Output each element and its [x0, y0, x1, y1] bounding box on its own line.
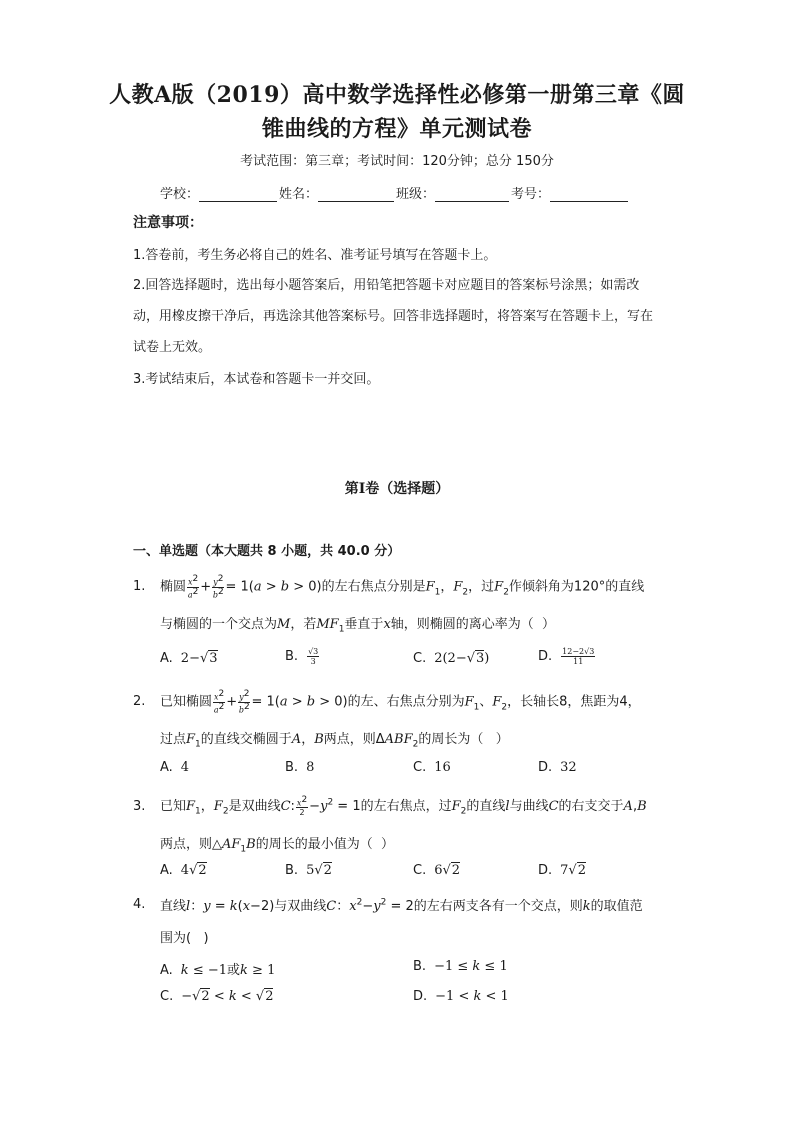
option-d[interactable]: D. $\frac{12-2√3}{11}$ [538, 647, 595, 666]
question-text-line: 直线l：y = k(x−2)与双曲线C：$x^2-y^2 = 2$的左右两支各有一个交点，则k的取值范 [160, 897, 643, 914]
name-label: 姓名： [279, 187, 319, 202]
option-c[interactable]: C. 16 [413, 760, 451, 775]
class-label: 班级： [396, 187, 436, 202]
option-d[interactable]: D. −1 < k < 1 [413, 989, 509, 1004]
question-number: 1. [133, 579, 146, 594]
school-label: 学校： [160, 187, 200, 202]
notice-item-3: 3.考试结束后，本试卷和答题卡一并交回。 [133, 372, 380, 387]
question-text-line: 过点$F_1$的直线交椭圆于A，B两点，则$\Delta ABF_2$的周长为（ ） [160, 732, 509, 750]
exam-subtitle: 考试范围：第三章；考试时间：120分钟；总分 150分 [240, 154, 554, 169]
option-b[interactable]: B. −1 ≤ k ≤ 1 [413, 959, 508, 974]
id-blank[interactable] [550, 187, 628, 202]
question-text-line: 围为( ) [160, 931, 209, 946]
question-text-line: 两点，则$\triangle AF_1B$的周长的最小值为（ ） [160, 837, 394, 855]
class-blank[interactable] [435, 187, 509, 202]
option-b[interactable]: B. 8 [285, 760, 315, 775]
option-d[interactable]: D. 32 [538, 760, 577, 775]
option-d[interactable]: D. 7√2 [538, 863, 586, 878]
option-c[interactable]: C. 6√2 [413, 863, 461, 878]
notice-item-2: 2.回答选择题时，选出每小题答案后，用铅笔把答题卡对应题目的答案标号涂黑；如需改动，用橡皮擦干净后，再选涂其他答案标号。回答非选择题时，将答案写在答题卡上，写在试卷上无效。 [133, 278, 654, 355]
part-heading: 一、单选题（本大题共 8 小题，共 40.0 分） [133, 544, 401, 559]
question-text-line: 已知椭圆 $\frac{x^2}{a^2}$ + $\frac{y^2}{b^2}$ = 1(a > b > 0)的左、右焦点分别为$F_1$、$F_2$，长轴长8，焦距为4， [160, 689, 641, 715]
option-c[interactable]: C. −√2 < k < √2 [160, 989, 274, 1004]
question-number: 4. [133, 897, 146, 912]
option-b[interactable]: B. $\frac{√3}{3}$ [285, 647, 319, 666]
school-blank[interactable] [199, 187, 277, 202]
option-b[interactable]: B. 5√2 [285, 863, 332, 878]
option-a[interactable]: A. k ≤ −1或k ≥ 1 [160, 963, 276, 978]
question-number: 2. [133, 694, 146, 709]
name-blank[interactable] [318, 187, 394, 202]
question-text-line: 已知$F_1$，$F_2$是双曲线C: $\frac{x^2}{2}$ $-y^2 = 1$的左右焦点，过$F_2$的直线l与曲线C的右支交于A,B [160, 794, 647, 818]
question-text-line: 与椭圆的一个交点为M，若$MF_1$垂直于x轴，则椭圆的离心率为（ ） [160, 617, 556, 635]
section-title: 第I卷（选择题） [344, 481, 450, 497]
option-a[interactable]: A. 4√2 [160, 863, 207, 878]
id-label: 考号： [511, 187, 551, 202]
option-c[interactable]: C. 2(2−√3) [413, 651, 490, 666]
notice-heading: 注意事项： [133, 215, 203, 231]
student-info-fields [160, 183, 630, 202]
question-number: 3. [133, 799, 146, 814]
option-a[interactable]: A. 2−√3 [160, 651, 218, 666]
question-text-line: 椭圆 $\frac{x^2}{a^2}$ + $\frac{y^2}{b^2}$ = 1(a > b > 0)的左右焦点分别是$F_1$，$F_2$，过$F_2$作倾斜角为120°的直线 [160, 574, 645, 600]
notice-item-1: 1.答卷前，考生务必将自己的姓名、准考证号填写在答题卡上。 [133, 248, 497, 263]
option-a[interactable]: A. 4 [160, 760, 190, 775]
exam-title-line1: 人教A版（2019）高中数学选择性必修第一册第三章《圆 [109, 82, 685, 108]
exam-title-line2: 锥曲线的方程》单元测试卷 [261, 116, 532, 142]
